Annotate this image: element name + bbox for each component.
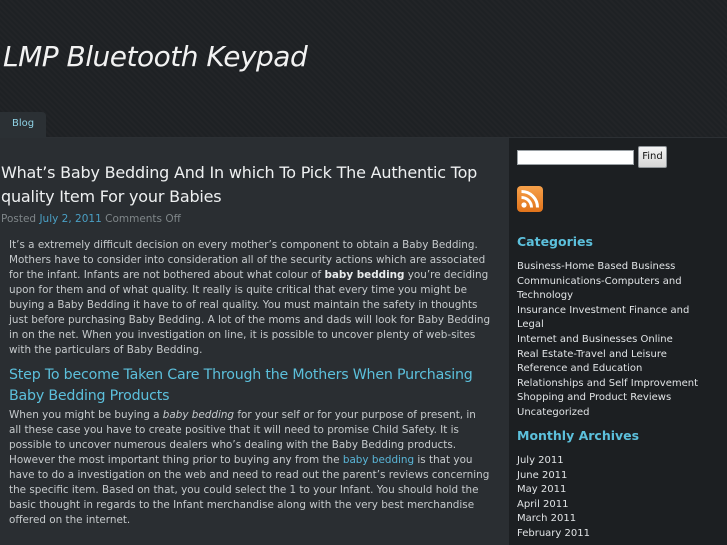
post-meta (1, 213, 181, 225)
post-paragraph (9, 238, 491, 358)
post-title[interactable]: What’s Baby Bedding And In which To Pick The Authentic Top quality Item For your Babies (1, 163, 478, 206)
post-date-link[interactable]: July 2, 2011 (39, 213, 102, 225)
baby-bedding-link[interactable]: baby bedding (342, 454, 415, 466)
category-link[interactable]: Relationships and Self Improvement (517, 377, 699, 389)
category-link[interactable]: Reference and Education (517, 363, 643, 375)
category-link[interactable]: Uncategorized (517, 406, 590, 418)
archive-link[interactable]: July 2011 (517, 455, 564, 466)
posted-label: Posted (1, 213, 37, 225)
site-title[interactable]: LMP Bluetooth Keypad (3, 40, 308, 73)
italic-keyword: baby bedding (162, 409, 235, 421)
archive-link[interactable]: June 2011 (517, 469, 568, 481)
category-link[interactable]: Communications-Computers and Technology (517, 275, 682, 302)
tab-blog[interactable]: Blog (0, 112, 46, 138)
archive-link[interactable]: February 2011 (517, 527, 590, 539)
paragraph-text: for your self or for your purpose of present, in all these case you have to create positive that it will need to promise Child Safety. It is possible to uncover numerous dealers who’s dealing with the Baby Bedding products. However the most important thing prior to buying any from the (9, 409, 476, 466)
comments-status: Comments Off (105, 213, 181, 225)
archives-heading: Monthly Archives (517, 428, 640, 443)
post-body (9, 238, 491, 528)
archive-link[interactable]: May 2011 (517, 484, 567, 496)
category-link[interactable]: Real Estate-Travel and Leisure (517, 348, 667, 360)
search-input[interactable] (517, 150, 634, 165)
archives-list (517, 454, 717, 542)
post-paragraph (9, 408, 491, 528)
paragraph-text: you’re deciding upon for them and of what quality. It really is quite critical that every time you might be buying a Baby Bedding it have to of real quality. You must maintain the safety in thoughts just before purchasing Baby Bedding. A lot of the moms and dads will look for Baby Bedding in on the net. When you investigation on line, it is possible to uncover plenty of web-sites with the particulars of Baby Bedding. (9, 269, 491, 356)
post-subheading: Step To become Taken Care Through the Mothers When Purchasing Baby Bedding Products (9, 367, 473, 404)
categories-list (517, 260, 717, 421)
rss-feed-icon[interactable] (517, 186, 543, 212)
archive-link[interactable]: March 2011 (517, 513, 577, 525)
find-button[interactable]: Find (638, 146, 667, 168)
categories-heading: Categories (517, 234, 593, 249)
category-link[interactable]: Shopping and Product Reviews (517, 392, 672, 404)
category-link[interactable]: Internet and Businesses Online (517, 333, 673, 345)
archive-link[interactable]: April 2011 (517, 498, 569, 510)
paragraph-text: It’s a extremely difficult decision on every mother’s component to obtain a Baby Bedding. Mothers have to consider into consideration all of the security actions which are associated for the infant. Infants are not bothered about what colour of (9, 239, 486, 281)
category-link[interactable]: Insurance Investment Finance and Legal (517, 304, 690, 331)
category-link[interactable]: Business-Home Based Business (517, 261, 676, 272)
paragraph-text: is that you have to do a investigation on the web and need to read out the parent’s reviews concerning the specific item. Based on that, you could select the 1 to your Infant. You should hold the basic thought in regards to the Infant merchandise along with the very best merchandise offered on the internet. (9, 454, 490, 526)
navbar (0, 112, 727, 138)
paragraph-text: When you might be buying a (9, 409, 163, 421)
bold-keyword: baby bedding (324, 269, 405, 281)
